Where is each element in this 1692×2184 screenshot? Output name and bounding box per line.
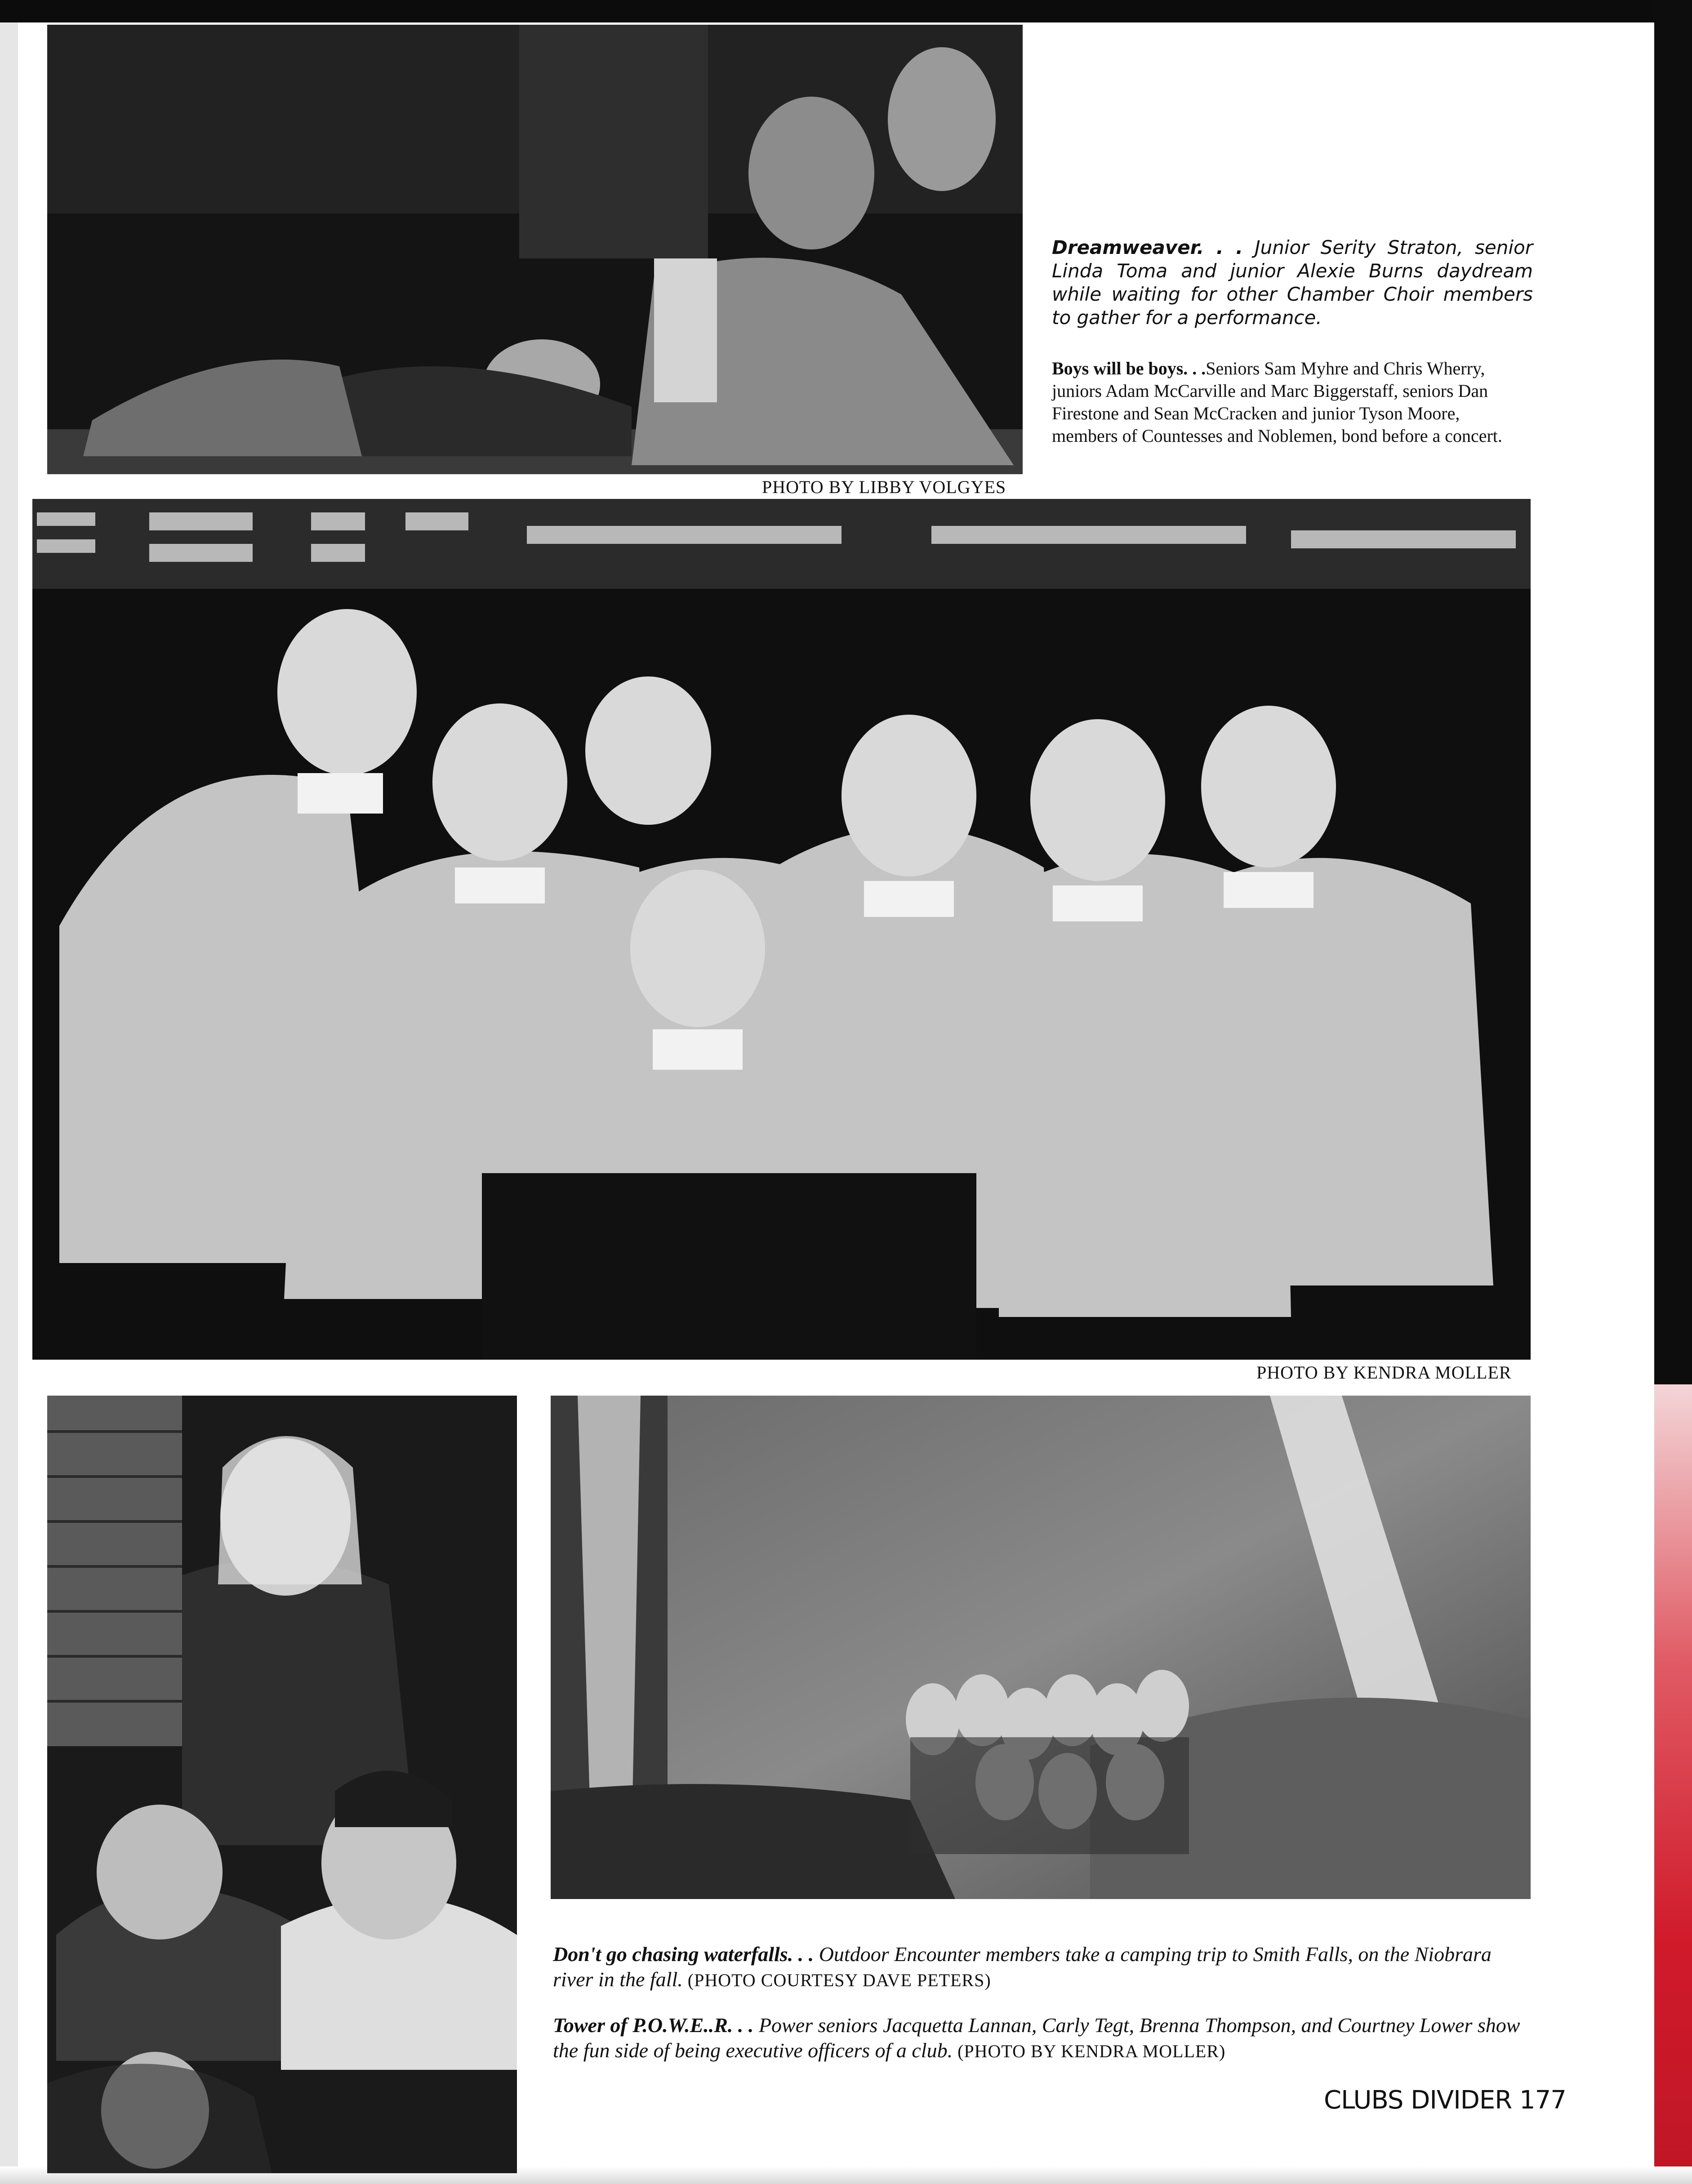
photo-waterfall: [551, 1396, 1531, 1899]
photo-choir-resting: [47, 25, 1023, 474]
caption-boys-lead: Boys will be boys. . .: [1052, 358, 1206, 378]
binding-red-tab: [1654, 1384, 1692, 2184]
caption-tower-credit: (PHOTO BY KENDRA MOLLER): [953, 2041, 1226, 2061]
caption-boys-text: Seniors Sam Myhre and Chris Wherry, juniors Adam McCarville and Marc Biggerstaff, seniors Dan Firestone and Sean McCracken and junior Tyson Moore, members of Countesses and Noblemen, bond before a concert.: [1052, 358, 1502, 446]
caption-waterfalls-lead: Don't go chasing waterfalls. . .: [553, 1943, 814, 1966]
page-folio: CLUBS DIVIDER 177: [1324, 2086, 1566, 2115]
caption-tower-text: Power seniors Jacquetta Lannan, Carly Tegt, Brenna Thompson, and Courtney Lower show the fun side of being executive officers of a club.: [553, 2014, 1520, 2062]
photo-credit-top: PHOTO BY LIBBY VOLGYES: [762, 477, 1006, 497]
photo-credit-group: PHOTO BY KENDRA MOLLER: [1256, 1362, 1512, 1383]
caption-waterfalls-text: Outdoor Encounter members take a camping trip to Smith Falls, on the Niobrara river in the fall.: [553, 1943, 1492, 1991]
page-edge: [0, 0, 18, 2184]
caption-waterfalls: [553, 1942, 1533, 1993]
caption-dreamweaver-text: Junior Serity Straton, senior Linda Toma and junior Alexie Burns daydream while waiting for other Chamber Choir members to gather for a performance.: [1052, 236, 1533, 329]
caption-dreamweaver-lead: Dreamweaver. . .: [1052, 236, 1243, 258]
photo-power-tower: [47, 1396, 517, 2173]
page-top-border: [0, 0, 1692, 22]
caption-waterfalls-credit: (PHOTO COURTESY DAVE PETERS): [682, 1970, 991, 1990]
caption-tower: [553, 2013, 1533, 2064]
caption-boys: [1052, 357, 1510, 447]
photo-noblemen-group: [32, 499, 1531, 1360]
caption-dreamweaver: [1052, 236, 1533, 329]
caption-tower-lead: Tower of P.O.W.E..R. . .: [553, 2014, 754, 2037]
